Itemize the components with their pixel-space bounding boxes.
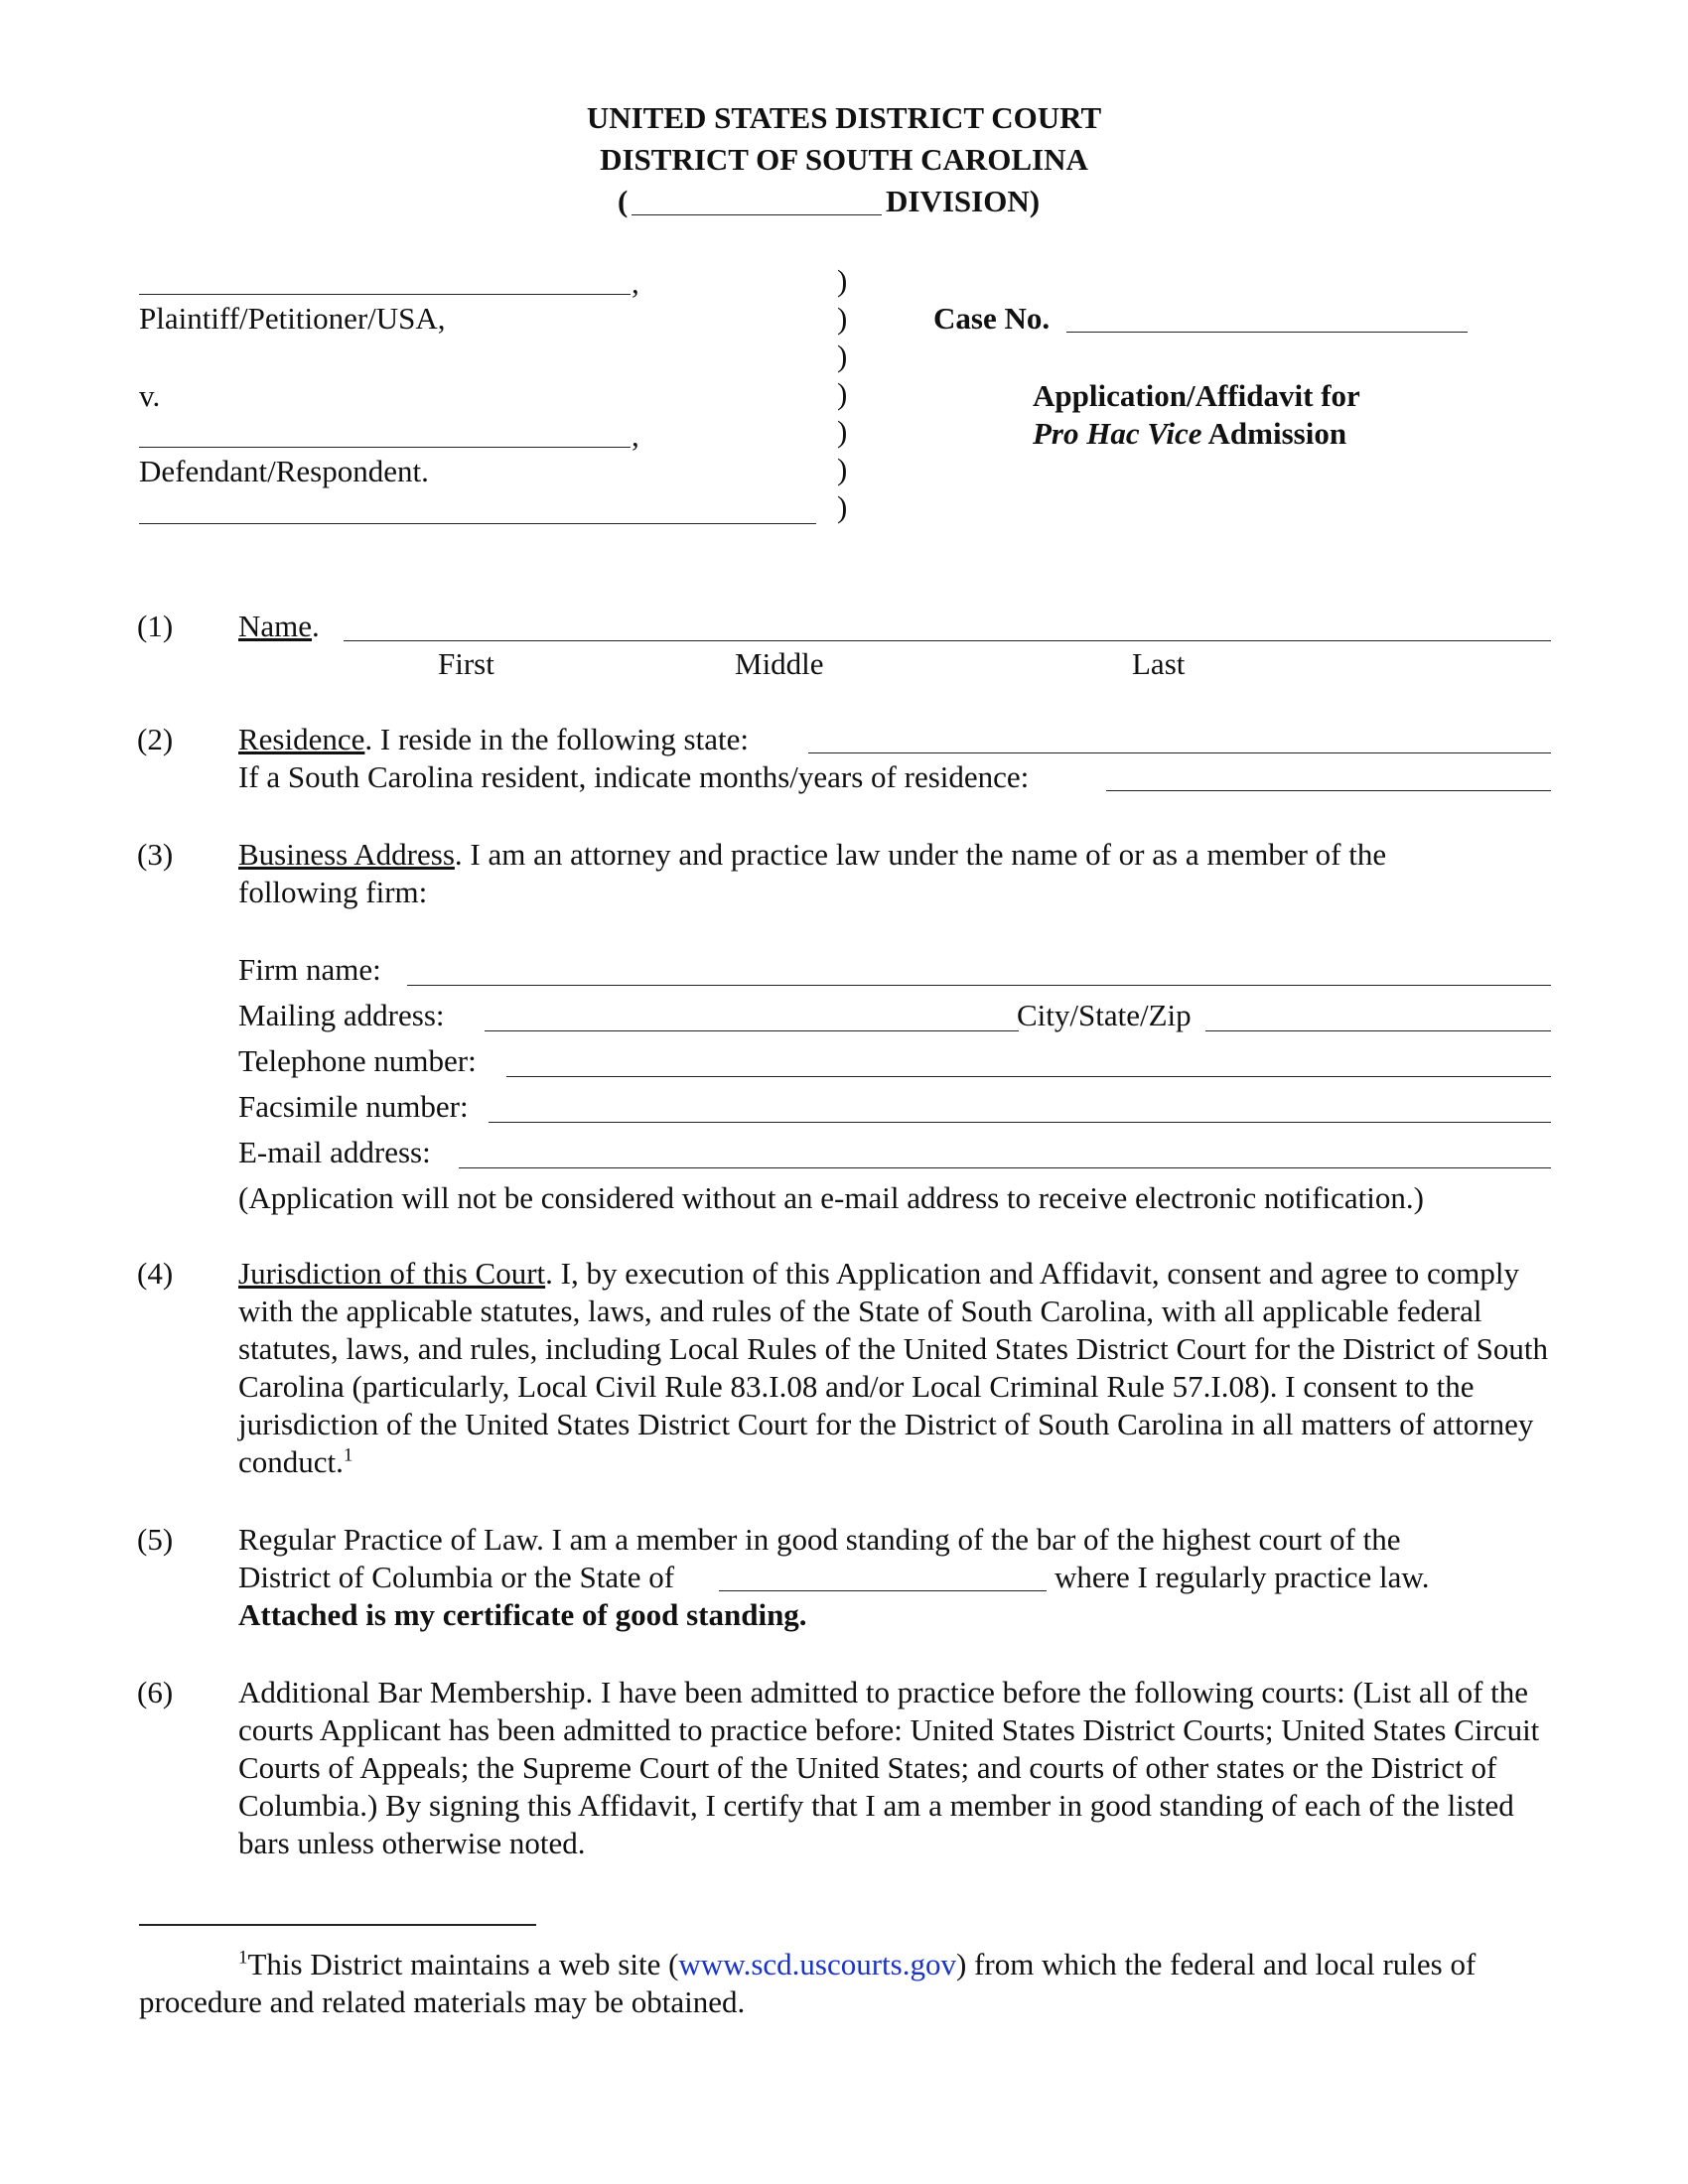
facsimile-field[interactable] — [489, 1122, 1551, 1123]
footnote-text — [139, 1946, 1551, 2021]
caption-paren: ) — [837, 452, 848, 486]
footnote-separator — [139, 1924, 536, 1926]
caption-paren: ) — [837, 489, 848, 524]
footnote-before: This District maintains a web site ( — [247, 1947, 679, 1981]
email-field[interactable] — [459, 1167, 1551, 1168]
plaintiff-comma: , — [632, 265, 639, 300]
defendant-blank[interactable] — [139, 447, 631, 448]
division-open-paren: ( — [618, 184, 629, 218]
certificate-note: Attached is my certificate of good standing. — [238, 1597, 807, 1632]
regular-text-2b: where I regularly practice law. — [1055, 1560, 1430, 1594]
defendant-label: Defendant/Respondent. — [139, 454, 429, 488]
residence-text: . I reside in the following state: — [364, 722, 749, 756]
telephone-label: Telephone number: — [238, 1043, 477, 1078]
name-middle-caption: Middle — [735, 646, 824, 681]
email-note: (Application will not be considered without an e-mail address to receive electronic notification.) — [238, 1180, 1424, 1215]
business-text-2: following firm: — [238, 875, 428, 909]
item-number-3: (3) — [137, 837, 174, 872]
residence-state-blank[interactable] — [808, 752, 1551, 753]
item-number-5: (5) — [137, 1522, 174, 1557]
name-blank[interactable] — [344, 640, 1551, 641]
residence-months-text: If a South Carolina resident, indicate months/years of residence: — [238, 759, 1030, 794]
caption-paren: ) — [837, 339, 848, 373]
telephone-field[interactable] — [506, 1076, 1551, 1077]
firm-name-field[interactable] — [407, 985, 1551, 986]
item-number-4: (4) — [137, 1256, 174, 1291]
division-label: DIVISION) — [886, 184, 1041, 218]
item-number-2: (2) — [137, 722, 174, 756]
name-last-caption: Last — [1132, 646, 1186, 681]
footnote-link[interactable]: www.scd.uscourts.gov — [678, 1947, 956, 1981]
footnote-after: ) from which the federal and local rules of procedure and related materials may be obtained. — [139, 1947, 1477, 2019]
jurisdiction-label: Jurisdiction of this Court — [238, 1256, 546, 1291]
jurisdiction-text: . I, by execution of this Application and Affidavit, consent and agree to comply with the applicable statutes, laws, and rules of the State of South Carolina, with all applicable federal statutes, laws, and rules, including Local Rules of the United States District Court for the District of South Carolina (particularly, Local Civil Rule 83.I.08 and/or Local Criminal Rule 57.I.08). I consent to the jurisdiction of the United States District Court for the District of South Carolina in all matters of attorney conduct. — [238, 1256, 1548, 1479]
city-state-zip-label: City/State/Zip — [1017, 998, 1192, 1032]
business-line — [238, 836, 1386, 874]
residence-months-blank[interactable] — [1106, 790, 1551, 791]
email-label: E-mail address: — [238, 1135, 431, 1169]
plaintiff-blank[interactable] — [139, 294, 631, 295]
defendant-comma: , — [632, 418, 639, 453]
business-text: . I am an attorney and practice law under the name of or as a member of the — [454, 837, 1387, 872]
residence-line — [238, 721, 749, 758]
additional-party-blank[interactable] — [139, 523, 816, 524]
name-label: Name — [238, 609, 313, 643]
case-no-label: Case No. — [933, 301, 1051, 336]
footnote-reference[interactable]: 1 — [343, 1444, 353, 1466]
mailing-address-label: Mailing address: — [238, 998, 445, 1032]
name-dot: . — [312, 609, 320, 643]
district-title: DISTRICT OF SOUTH CAROLINA — [600, 142, 1088, 177]
division-blank[interactable] — [632, 214, 882, 215]
doc-title-line1: Application/Affidavit for — [1033, 378, 1360, 413]
versus-label: v. — [139, 378, 161, 413]
doc-title-line2 — [1033, 415, 1346, 453]
additional-bar-paragraph: Additional Bar Membership. I have been admitted to practice before the following courts: (List all of the courts Applicant has been admitted to practice before: United States District Courts; United States Circuit Courts of Appeals; the Supreme Court of the United States; and courts of other states or the District of Columbia.) By signing this Affidavit, I certify that I am a member in good standing of each of the listed bars unless otherwise noted. — [238, 1675, 1540, 1860]
caption-paren: ) — [837, 301, 848, 336]
regular-text-2a: District of Columbia or the State of — [238, 1560, 675, 1594]
item-number-1: (1) — [137, 609, 174, 643]
caption-paren: ) — [837, 263, 848, 298]
name-heading — [238, 608, 320, 645]
residence-label: Residence — [238, 722, 365, 756]
bar-state-blank[interactable] — [719, 1590, 1047, 1591]
business-label: Business Address — [238, 837, 455, 872]
plaintiff-label: Plaintiff/Petitioner/USA, — [139, 301, 446, 336]
item-number-6: (6) — [137, 1675, 174, 1709]
facsimile-label: Facsimile number: — [238, 1089, 469, 1124]
name-first-caption: First — [438, 646, 494, 681]
mailing-address-field[interactable] — [485, 1030, 1019, 1031]
city-state-zip-field[interactable] — [1205, 1030, 1551, 1031]
caption-paren: ) — [837, 376, 848, 411]
case-no-blank[interactable] — [1066, 332, 1468, 333]
footnote-mark: 1 — [238, 1947, 248, 1969]
court-title: UNITED STATES DISTRICT COURT — [586, 100, 1102, 135]
firm-name-label: Firm name: — [238, 952, 381, 987]
admission-word: Admission — [1201, 416, 1347, 451]
jurisdiction-paragraph — [238, 1255, 1549, 1481]
caption-paren: ) — [837, 414, 848, 449]
pro-hac-vice: Pro Hac Vice — [1033, 416, 1202, 451]
regular-text-1: Regular Practice of Law. I am a member in good standing of the bar of the highest court of the — [238, 1522, 1401, 1557]
